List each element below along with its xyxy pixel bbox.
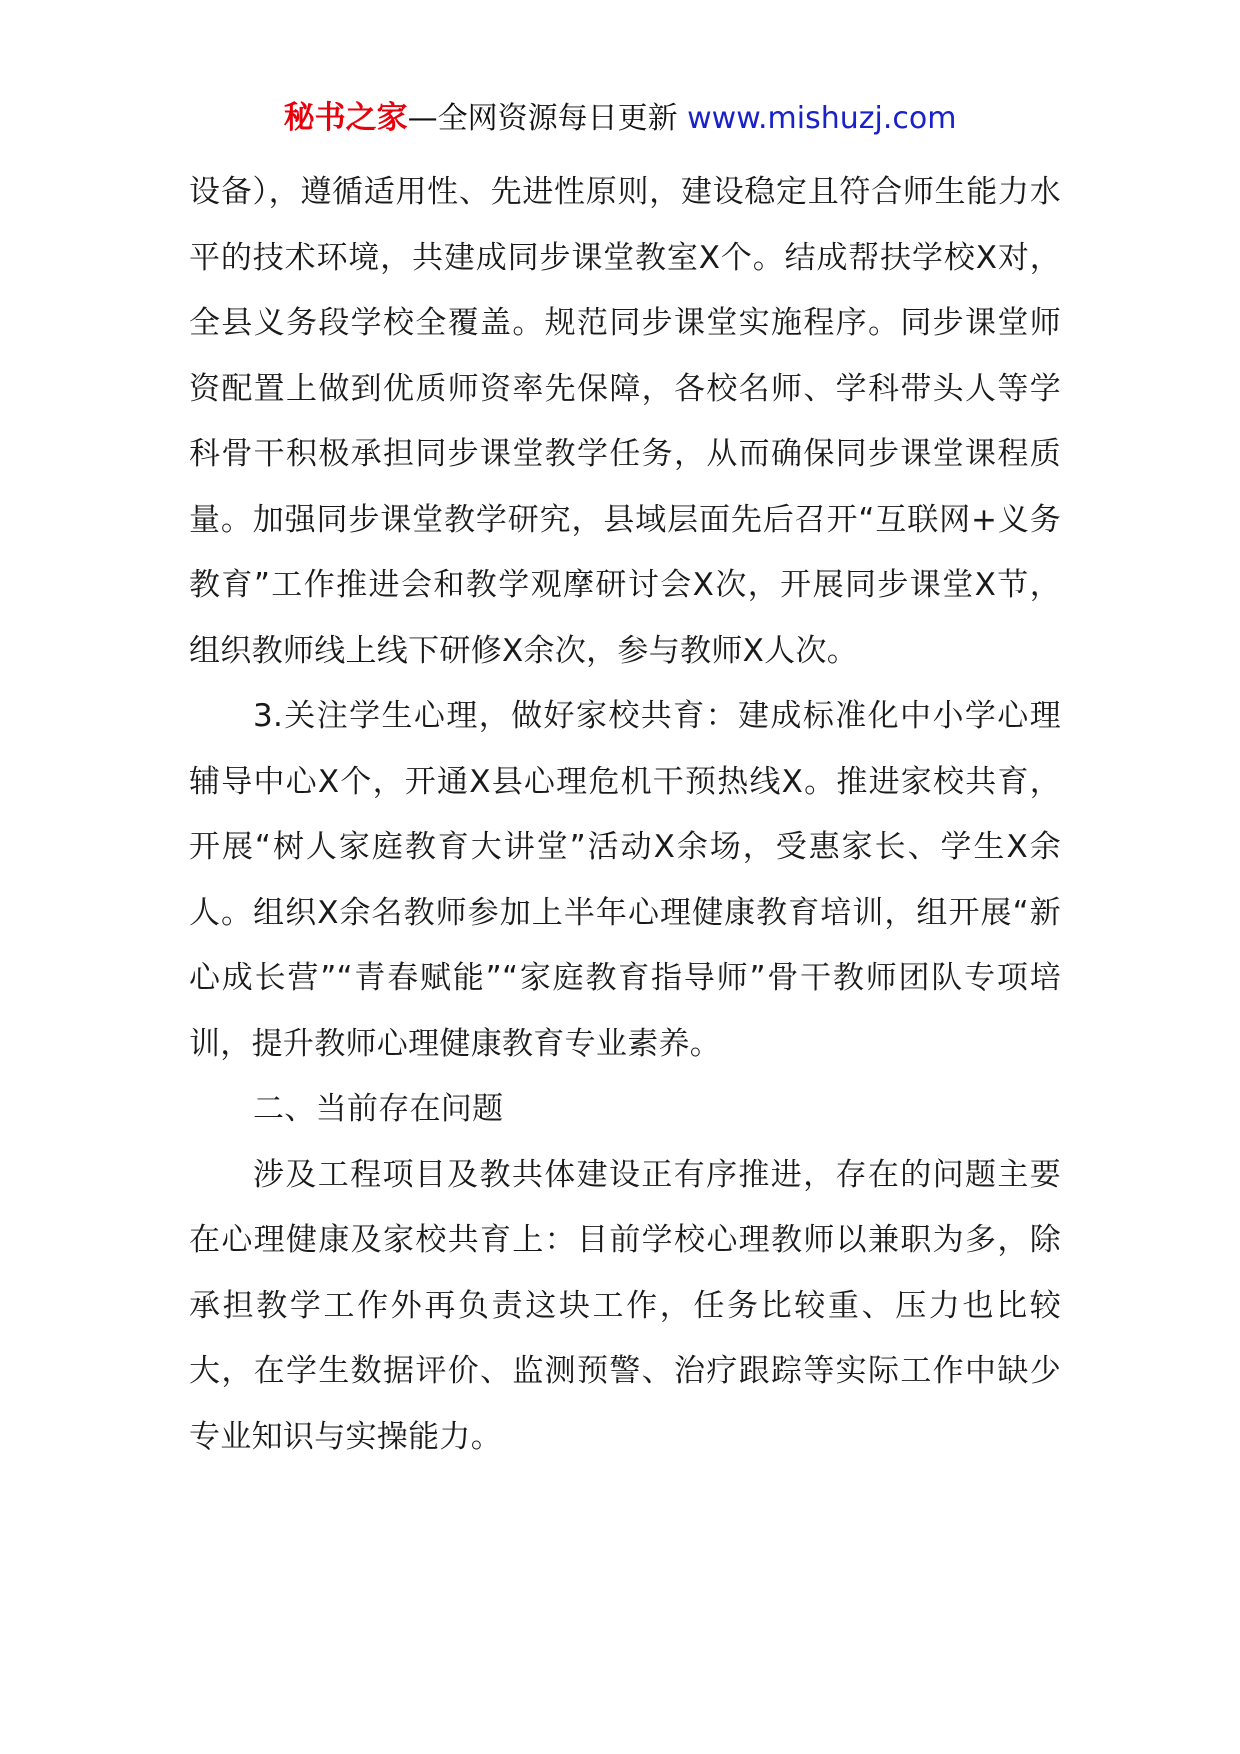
header-tagline: —全网资源每日更新 bbox=[407, 101, 678, 136]
paragraph-problems: 涉及工程项目及教共体建设正有序推进，存在的问题主要在心理健康及家校共育上：目前学校心理教师以兼职为多，除承担教学工作外再负责这块工作，任务比较重、压力也比较大，在学生数据评价、监测预警、治疗跟踪等实际工作中缺少专业知识与实操能力。 bbox=[189, 1156, 1061, 1455]
header-site-url[interactable]: www.mishuzj.com bbox=[687, 101, 957, 136]
page-header bbox=[0, 98, 1240, 139]
paragraph-continued: 设备），遵循适用性、先进性原则，建设稳定且符合师生能力水平的技术环境，共建成同步课堂教室X个。结成帮扶学校X对，全县义务段学校全覆盖。规范同步课堂实施程序。同步课堂师资配置上做到优质师资率先保障，各校名师、学科带头人等学科骨干积极承担同步课堂教学任务，从而确保同步课堂课程质量。加强同步课堂教学研究，县域层面先后召开“互联网+义务教育”工作推进会和教学观摩研讨会X次，开展同步课堂X节，组织教师线上线下研修X余次，参与教师X人次。 bbox=[189, 174, 1061, 669]
document-body bbox=[189, 160, 1061, 1470]
header-brand: 秘书之家 bbox=[283, 100, 408, 136]
section-heading-current-problems: 二、当前存在问题 bbox=[253, 1091, 504, 1127]
paragraph-student-psychology: 3.关注学生心理，做好家校共育：建成标准化中小学心理辅导中心X个，开通X县心理危机干预热线X。推进家校共育，开展“树人家庭教育大讲堂”活动X余场，受惠家长、学生X余人。组织X余名教师参加上半年心理健康教育培训，组开展“新心成长营”“青春赋能”“家庭教育指导师”骨干教师团队专项培训，提升教师心理健康教育专业素养。 bbox=[189, 698, 1061, 1062]
